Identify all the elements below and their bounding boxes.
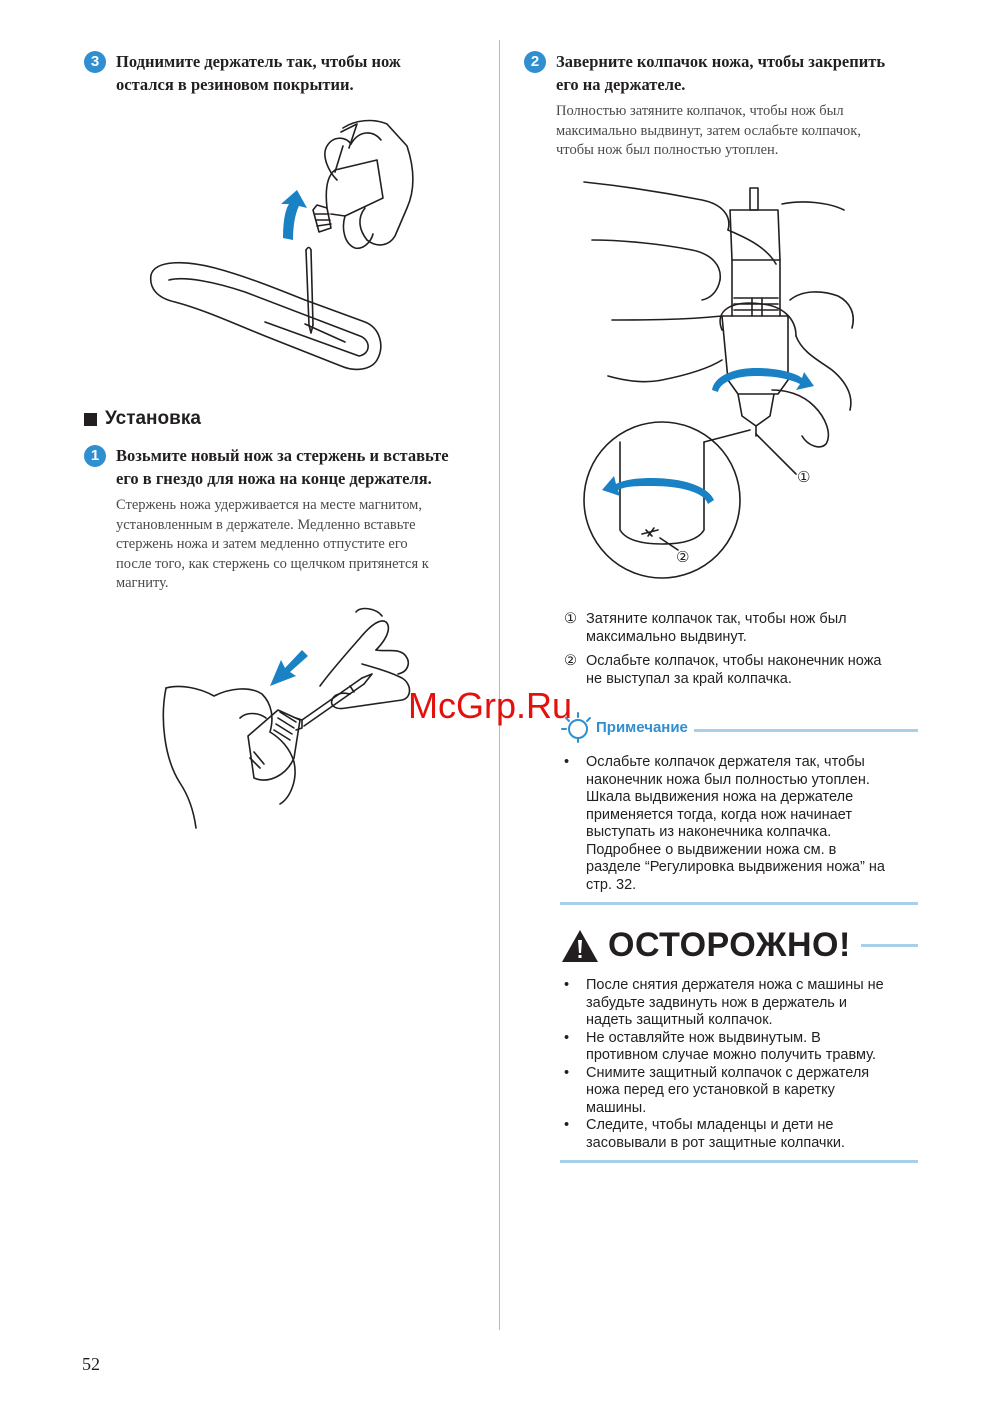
note-box	[560, 712, 918, 905]
watermark: McGrp.Ru	[408, 685, 573, 726]
page-number: 52	[82, 1354, 100, 1374]
step-1-content	[116, 444, 449, 594]
warning-triangle-icon	[560, 928, 600, 964]
caution-list	[560, 977, 918, 1152]
step-1-body: Стержень ножа удерживается на месте магнитом, установленным в держателе. Медленно вставьте стержень ножа и затем медленно отпустите его после того, как стержень со щелчком притянется к магниту.	[116, 497, 429, 591]
caution-box	[560, 926, 918, 1163]
caution-header	[560, 926, 918, 965]
note-item: • Ослабьте колпачок держателя так, чтобы наконечник ножа был полностью утоплен. Шкала выдвижения ножа на держателе применяется тогда, когда нож начинает выступать из наконечника колпачка. Подробнее о выдвижении ножа см. в разделе “Регулировка выдвижения ножа” на стр. 32.	[560, 754, 918, 894]
step-2	[524, 50, 944, 161]
callout-item: ① Затяните колпачок так, чтобы нож был максимально выдвинут.	[564, 611, 847, 645]
step-2-body: Полностью затяните колпачок, чтобы нож был максимально выдвинут, затем ослабьте колпачок, чтобы нож был полностью утоплен.	[556, 103, 861, 158]
caution-item: • После снятия держателя ножа с машины не забудьте задвинуть нож в держатель и надеть защитный колпачок.	[560, 977, 918, 1030]
lightbulb-note-icon	[560, 712, 592, 742]
step-3-title: Поднимите держатель так, чтобы нож остался в резиновом покрытии.	[116, 52, 401, 94]
caution-header-rule	[861, 944, 918, 947]
step-1-title: Возьмите новый нож за стержень и вставьте его в гнездо для ножа на конце держателя.	[116, 446, 449, 488]
holder-lift-illustration	[145, 110, 425, 375]
step-number-badge: 1	[84, 445, 106, 467]
step-number-badge: 3	[84, 51, 106, 73]
note-header-rule	[694, 729, 918, 732]
note-list	[560, 754, 918, 894]
caution-item: • Снимите защитный колпачок с держателя ножа перед его установкой в каретку машины.	[560, 1065, 918, 1118]
note-header	[560, 712, 918, 742]
callout-item: ② Ослабьте колпачок, чтобы наконечник ножа не выступал за край колпачка.	[564, 653, 882, 687]
step-2-content	[556, 50, 885, 161]
figure-callout-2: ②	[676, 548, 690, 566]
caution-item: • Следите, чтобы младенцы и дети не засовывали в рот защитные колпачки.	[560, 1117, 918, 1152]
figure-callout-1: ①	[797, 468, 811, 486]
section-square-icon	[84, 413, 97, 426]
step-3	[84, 50, 484, 96]
step-number-badge: 2	[524, 51, 546, 73]
step-2-title: Заверните колпачок ножа, чтобы закрепить его на держателе.	[556, 52, 886, 94]
cap-tighten-illustration	[582, 180, 862, 580]
caution-bottom-rule	[560, 1160, 918, 1163]
blade-insert-illustration	[150, 608, 430, 833]
note-bottom-rule	[560, 902, 918, 905]
caution-title: ОСТОРОЖНО!	[608, 926, 851, 964]
step-1	[84, 444, 494, 594]
section-heading-installation: Установка	[84, 408, 201, 430]
caution-item: • Не оставляйте нож выдвинутым. В противном случае можно получить травму.	[560, 1030, 918, 1065]
callout-list	[564, 611, 924, 688]
note-title: Примечание	[596, 718, 688, 736]
